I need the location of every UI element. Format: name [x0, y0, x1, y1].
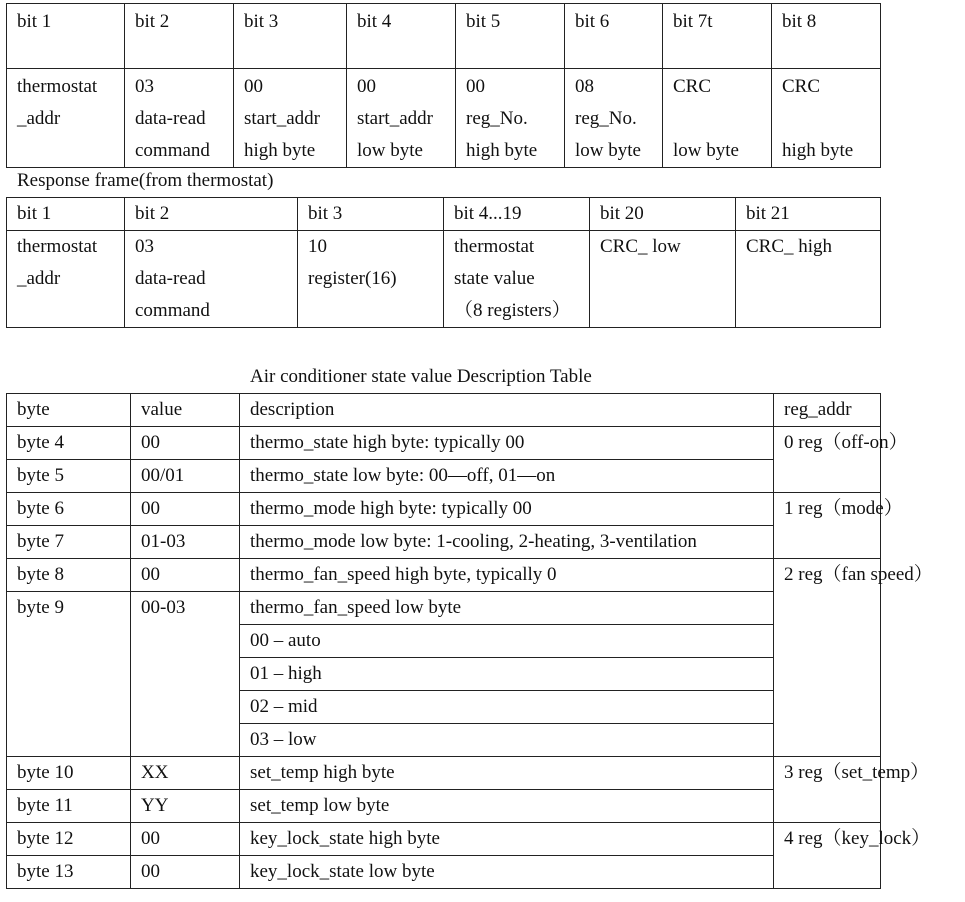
byte-cell: byte 4	[7, 427, 131, 460]
response-header-cell: bit 20	[590, 198, 736, 231]
table-row	[7, 757, 881, 790]
table-row	[7, 592, 881, 625]
byte-cell: byte 10	[7, 757, 131, 790]
request-data-cell	[7, 69, 125, 168]
header-description: description	[240, 394, 774, 427]
header-value: value	[131, 394, 240, 427]
cell-line: high byte	[466, 140, 538, 161]
value-cell: XX	[131, 757, 240, 790]
byte-cell: byte 7	[7, 526, 131, 559]
request-header-row	[7, 4, 881, 69]
cell-line: high byte	[244, 140, 316, 161]
request-header-cell: bit 2	[125, 4, 234, 69]
cell-line: command	[135, 300, 210, 321]
cell-line: low byte	[575, 140, 641, 161]
byte-cell: byte 5	[7, 460, 131, 493]
table-row	[7, 823, 881, 856]
fan-speed-option: 02 – mid	[240, 691, 774, 724]
response-data-cell	[298, 231, 444, 328]
response-data-cell	[444, 231, 590, 328]
description-cell: thermo_fan_speed high byte, typically 0	[240, 559, 774, 592]
cell-line: high byte	[782, 140, 854, 161]
cell-line: data-read	[135, 268, 206, 289]
request-data-cell	[663, 69, 772, 168]
cell-line	[673, 103, 771, 135]
value-cell: 01-03	[131, 526, 240, 559]
request-data-cell	[125, 69, 234, 168]
value-cell: YY	[131, 790, 240, 823]
cell-line	[782, 103, 880, 135]
request-data-cell	[565, 69, 663, 168]
value-cell: 00	[131, 823, 240, 856]
header-byte: byte	[7, 394, 131, 427]
cell-line: CRC_ low	[600, 236, 681, 257]
byte-cell: byte 13	[7, 856, 131, 889]
cell-line: 08	[575, 76, 594, 97]
description-cell: thermo_mode high byte: typically 00	[240, 493, 774, 526]
request-header-cell: bit 8	[772, 4, 881, 69]
table-row	[7, 856, 881, 889]
cell-line: low byte	[673, 140, 739, 161]
header-reg-addr: reg_addr	[774, 394, 881, 427]
description-cell: thermo_state high byte: typically 00	[240, 427, 774, 460]
description-cell: thermo_fan_speed low byte	[240, 592, 774, 625]
fan-speed-option: 00 – auto	[240, 625, 774, 658]
cell-line: _addr	[17, 268, 61, 289]
request-data-cell	[234, 69, 347, 168]
description-header-row	[7, 394, 881, 427]
request-data-row	[7, 69, 881, 168]
value-cell: 00	[131, 856, 240, 889]
request-data-cell	[456, 69, 565, 168]
response-frame-caption: Response frame(from thermostat)	[17, 170, 274, 191]
request-header-cell: bit 5	[456, 4, 565, 69]
fan-speed-option: 01 – high	[240, 658, 774, 691]
cell-line: start_addr	[357, 108, 433, 129]
description-table	[6, 393, 933, 889]
description-cell: thermo_state low byte: 00—off, 01—on	[240, 460, 774, 493]
description-table-caption: Air conditioner state value Description Table	[250, 366, 592, 387]
request-data-cell	[347, 69, 456, 168]
value-cell: 00-03	[131, 592, 240, 757]
request-header-cell: bit 3	[234, 4, 347, 69]
table-row	[7, 427, 881, 460]
cell-line: thermostat	[17, 76, 98, 97]
response-data-row	[7, 231, 881, 328]
response-header-row	[7, 198, 881, 231]
response-data-cell	[736, 231, 881, 328]
request-data-cell	[772, 69, 881, 168]
request-header-cell: bit 6	[565, 4, 663, 69]
value-cell: 00	[131, 493, 240, 526]
cell-line: start_addr	[244, 108, 320, 129]
response-header-cell: bit 1	[7, 198, 125, 231]
request-header-cell: bit 4	[347, 4, 456, 69]
table-row	[7, 559, 881, 592]
cell-line: data-read	[135, 108, 206, 129]
byte-cell: byte 11	[7, 790, 131, 823]
reg-addr-cell: 1 reg（mode）	[774, 493, 881, 559]
byte-cell: byte 6	[7, 493, 131, 526]
response-header-cell: bit 2	[125, 198, 298, 231]
reg-addr-cell: 3 reg（set_temp）	[774, 757, 881, 823]
reg-addr-cell: 0 reg（off-on）	[774, 427, 881, 493]
table-row	[7, 790, 881, 823]
table-row	[7, 493, 881, 526]
response-data-cell	[7, 231, 125, 328]
description-cell: thermo_mode low byte: 1-cooling, 2-heating, 3-ventilation	[240, 526, 774, 559]
cell-line: 03	[135, 76, 154, 97]
table-row	[7, 460, 881, 493]
byte-cell: byte 9	[7, 592, 131, 757]
cell-line: reg_No.	[575, 108, 637, 129]
cell-line: 00	[466, 76, 485, 97]
byte-cell: byte 8	[7, 559, 131, 592]
value-cell: 00	[131, 559, 240, 592]
description-cell: key_lock_state low byte	[240, 856, 774, 889]
cell-line: 00	[244, 76, 263, 97]
cell-line: 03	[135, 236, 154, 257]
response-frame-table	[6, 197, 881, 328]
request-header-cell: bit 7t	[663, 4, 772, 69]
cell-line: _addr	[17, 108, 61, 129]
response-header-cell: bit 21	[736, 198, 881, 231]
cell-line: low byte	[357, 140, 423, 161]
fan-speed-option: 03 – low	[240, 724, 774, 757]
cell-line: CRC	[782, 76, 821, 97]
description-cell: set_temp low byte	[240, 790, 774, 823]
description-cell: set_temp high byte	[240, 757, 774, 790]
request-header-cell: bit 1	[7, 4, 125, 69]
reg-addr-cell: 2 reg（fan speed）	[774, 559, 881, 757]
cell-line: thermostat	[454, 236, 535, 257]
cell-line: reg_No.	[466, 108, 528, 129]
cell-line: command	[135, 140, 210, 161]
request-frame-table	[6, 3, 881, 168]
value-cell: 00/01	[131, 460, 240, 493]
response-header-cell: bit 3	[298, 198, 444, 231]
reg-addr-cell: 4 reg（key_lock）	[774, 823, 881, 889]
value-cell: 00	[131, 427, 240, 460]
cell-line: CRC	[673, 76, 712, 97]
cell-line: （8 registers）	[454, 300, 571, 321]
cell-line: thermostat	[17, 236, 98, 257]
response-header-cell: bit 4...19	[444, 198, 590, 231]
response-data-cell	[125, 231, 298, 328]
cell-line: 00	[357, 76, 376, 97]
description-cell: key_lock_state high byte	[240, 823, 774, 856]
response-data-cell	[590, 231, 736, 328]
cell-line: CRC_ high	[746, 236, 833, 257]
cell-line: 10	[308, 236, 327, 257]
byte-cell: byte 12	[7, 823, 131, 856]
cell-line: state value	[454, 268, 535, 289]
table-row	[7, 526, 881, 559]
cell-line: register(16)	[308, 268, 397, 289]
